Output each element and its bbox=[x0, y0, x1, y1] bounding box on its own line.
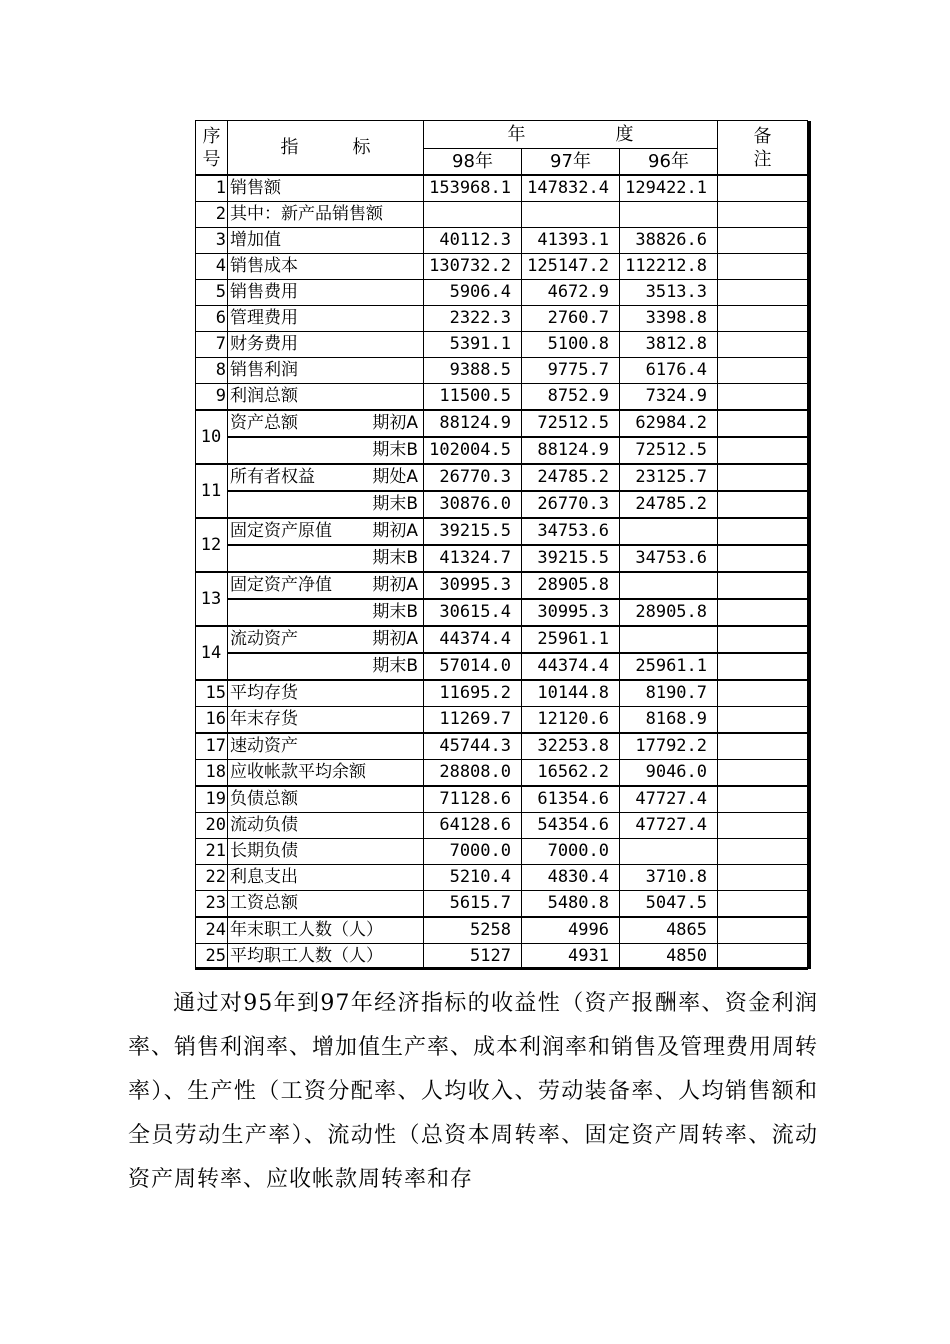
value-98: 5906.4 bbox=[424, 280, 522, 306]
period-label: 期末B bbox=[372, 656, 418, 676]
row-indicator-name: 年末职工人数（人） bbox=[228, 917, 424, 944]
row-indicator-name bbox=[228, 653, 424, 680]
row-indicator-name: 速动资产 bbox=[228, 733, 424, 760]
row-number: 15 bbox=[196, 680, 228, 707]
row-indicator-name bbox=[228, 518, 424, 545]
remark-cell bbox=[718, 865, 808, 891]
row-number: 22 bbox=[196, 865, 228, 891]
row-indicator-name: 销售费用 bbox=[228, 280, 424, 306]
row-number: 17 bbox=[196, 733, 228, 760]
remark-cell bbox=[718, 707, 808, 734]
period-label: 期处A bbox=[372, 467, 418, 487]
value-98: 30615.4 bbox=[424, 599, 522, 626]
remark-cell bbox=[718, 384, 808, 411]
value-97: 5480.8 bbox=[522, 891, 620, 918]
value-96: 3710.8 bbox=[620, 865, 718, 891]
table-row bbox=[196, 545, 808, 572]
row-number: 12 bbox=[196, 518, 228, 572]
value-97: 2760.7 bbox=[522, 306, 620, 332]
row-indicator-name: 应收帐款平均余额 bbox=[228, 760, 424, 787]
value-98: 9388.5 bbox=[424, 358, 522, 384]
header-remark: 备 注 bbox=[718, 121, 808, 176]
row-number: 23 bbox=[196, 891, 228, 918]
value-96: 8190.7 bbox=[620, 680, 718, 707]
row-indicator-name: 销售利润 bbox=[228, 358, 424, 384]
period-label: 期末B bbox=[372, 440, 418, 460]
remark-cell bbox=[718, 175, 808, 202]
header-seq: 序 号 bbox=[196, 121, 228, 176]
value-98: 11500.5 bbox=[424, 384, 522, 411]
value-96: 4850 bbox=[620, 944, 718, 970]
row-indicator-name: 利息支出 bbox=[228, 865, 424, 891]
value-97: 41393.1 bbox=[522, 228, 620, 254]
indicator-label: 固定资产净值 bbox=[230, 575, 332, 595]
value-98: 39215.5 bbox=[424, 518, 522, 545]
table-row bbox=[196, 760, 808, 787]
table-row bbox=[196, 707, 808, 734]
table-row bbox=[196, 175, 808, 202]
value-97: 4996 bbox=[522, 917, 620, 944]
remark-cell bbox=[718, 332, 808, 358]
value-97: 16562.2 bbox=[522, 760, 620, 787]
table-row bbox=[196, 813, 808, 839]
table-row bbox=[196, 464, 808, 491]
value-96: 62984.2 bbox=[620, 410, 718, 437]
table-row bbox=[196, 437, 808, 464]
indicator-label: 资产总额 bbox=[230, 413, 298, 433]
value-96: 24785.2 bbox=[620, 491, 718, 518]
period-label: 期末B bbox=[372, 548, 418, 568]
value-97: 24785.2 bbox=[522, 464, 620, 491]
value-98: 26770.3 bbox=[424, 464, 522, 491]
value-98: 28808.0 bbox=[424, 760, 522, 787]
row-number: 9 bbox=[196, 384, 228, 411]
value-98 bbox=[424, 202, 522, 228]
table-shadow-right bbox=[808, 121, 811, 969]
period-label: 期初A bbox=[372, 575, 418, 595]
row-indicator-name: 负债总额 bbox=[228, 786, 424, 813]
period-label: 期末B bbox=[372, 494, 418, 514]
value-97: 34753.6 bbox=[522, 518, 620, 545]
value-98: 45744.3 bbox=[424, 733, 522, 760]
row-number: 14 bbox=[196, 626, 228, 680]
row-number: 1 bbox=[196, 175, 228, 202]
value-97: 147832.4 bbox=[522, 175, 620, 202]
row-indicator-name: 利润总额 bbox=[228, 384, 424, 411]
body-paragraph bbox=[128, 982, 818, 1202]
value-96: 8168.9 bbox=[620, 707, 718, 734]
remark-cell bbox=[718, 680, 808, 707]
row-indicator-name: 年末存货 bbox=[228, 707, 424, 734]
remark-cell bbox=[718, 786, 808, 813]
remark-cell bbox=[718, 813, 808, 839]
table-row bbox=[196, 891, 808, 918]
remark-cell bbox=[718, 437, 808, 464]
value-98: 88124.9 bbox=[424, 410, 522, 437]
value-97: 39215.5 bbox=[522, 545, 620, 572]
value-97 bbox=[522, 202, 620, 228]
row-number: 18 bbox=[196, 760, 228, 787]
remark-cell bbox=[718, 545, 808, 572]
value-97: 5100.8 bbox=[522, 332, 620, 358]
period-label: 期末B bbox=[372, 602, 418, 622]
value-97: 7000.0 bbox=[522, 839, 620, 865]
row-indicator-name bbox=[228, 572, 424, 599]
value-97: 88124.9 bbox=[522, 437, 620, 464]
row-number: 5 bbox=[196, 280, 228, 306]
row-indicator-name bbox=[228, 491, 424, 518]
row-indicator-name bbox=[228, 545, 424, 572]
value-96: 47727.4 bbox=[620, 786, 718, 813]
table-row bbox=[196, 254, 808, 280]
value-98: 30876.0 bbox=[424, 491, 522, 518]
value-96: 112212.8 bbox=[620, 254, 718, 280]
remark-cell bbox=[718, 733, 808, 760]
row-indicator-name: 管理费用 bbox=[228, 306, 424, 332]
value-96: 72512.5 bbox=[620, 437, 718, 464]
table-row bbox=[196, 917, 808, 944]
remark-cell bbox=[718, 491, 808, 518]
value-96: 25961.1 bbox=[620, 653, 718, 680]
value-98: 11695.2 bbox=[424, 680, 522, 707]
value-98: 5615.7 bbox=[424, 891, 522, 918]
value-97: 72512.5 bbox=[522, 410, 620, 437]
value-96: 23125.7 bbox=[620, 464, 718, 491]
remark-cell bbox=[718, 760, 808, 787]
value-97: 8752.9 bbox=[522, 384, 620, 411]
row-indicator-name: 增加值 bbox=[228, 228, 424, 254]
value-97: 10144.8 bbox=[522, 680, 620, 707]
row-indicator-name bbox=[228, 599, 424, 626]
value-97: 4672.9 bbox=[522, 280, 620, 306]
row-number: 13 bbox=[196, 572, 228, 626]
remark-cell bbox=[718, 358, 808, 384]
value-98: 64128.6 bbox=[424, 813, 522, 839]
row-indicator-name: 销售成本 bbox=[228, 254, 424, 280]
row-indicator-name: 长期负债 bbox=[228, 839, 424, 865]
table-row bbox=[196, 653, 808, 680]
header-year-97: 97年 bbox=[522, 149, 620, 176]
value-97: 26770.3 bbox=[522, 491, 620, 518]
row-number: 25 bbox=[196, 944, 228, 970]
value-97: 44374.4 bbox=[522, 653, 620, 680]
value-96: 9046.0 bbox=[620, 760, 718, 787]
value-96: 38826.6 bbox=[620, 228, 718, 254]
period-label: 期初A bbox=[372, 413, 418, 433]
row-indicator-name: 销售额 bbox=[228, 175, 424, 202]
row-number: 4 bbox=[196, 254, 228, 280]
row-number: 20 bbox=[196, 813, 228, 839]
table-row bbox=[196, 491, 808, 518]
row-number: 8 bbox=[196, 358, 228, 384]
table-row bbox=[196, 518, 808, 545]
table-row bbox=[196, 839, 808, 865]
value-96 bbox=[620, 518, 718, 545]
value-98: 102004.5 bbox=[424, 437, 522, 464]
remark-cell bbox=[718, 518, 808, 545]
table-row bbox=[196, 680, 808, 707]
value-98: 5391.1 bbox=[424, 332, 522, 358]
remark-cell bbox=[718, 306, 808, 332]
row-number: 24 bbox=[196, 917, 228, 944]
table-row bbox=[196, 202, 808, 228]
value-96: 6176.4 bbox=[620, 358, 718, 384]
value-98: 2322.3 bbox=[424, 306, 522, 332]
value-96: 7324.9 bbox=[620, 384, 718, 411]
table-row bbox=[196, 733, 808, 760]
table-row bbox=[196, 572, 808, 599]
value-98: 11269.7 bbox=[424, 707, 522, 734]
period-label: 期初A bbox=[372, 521, 418, 541]
table-row bbox=[196, 280, 808, 306]
row-indicator-name bbox=[228, 410, 424, 437]
remark-cell bbox=[718, 599, 808, 626]
row-number: 6 bbox=[196, 306, 228, 332]
value-97: 9775.7 bbox=[522, 358, 620, 384]
value-98: 130732.2 bbox=[424, 254, 522, 280]
row-indicator-name: 平均职工人数（人） bbox=[228, 944, 424, 970]
value-98: 40112.3 bbox=[424, 228, 522, 254]
remark-cell bbox=[718, 464, 808, 491]
value-96: 5047.5 bbox=[620, 891, 718, 918]
table-row bbox=[196, 306, 808, 332]
row-number: 21 bbox=[196, 839, 228, 865]
remark-cell bbox=[718, 653, 808, 680]
row-indicator-name bbox=[228, 437, 424, 464]
indicator-label: 所有者权益 bbox=[230, 467, 315, 487]
value-96 bbox=[620, 202, 718, 228]
row-number: 11 bbox=[196, 464, 228, 518]
value-97: 125147.2 bbox=[522, 254, 620, 280]
row-indicator-name: 财务费用 bbox=[228, 332, 424, 358]
value-97: 61354.6 bbox=[522, 786, 620, 813]
remark-cell bbox=[718, 280, 808, 306]
value-96: 47727.4 bbox=[620, 813, 718, 839]
remark-cell bbox=[718, 254, 808, 280]
header-year-group: 年 度 bbox=[424, 121, 718, 149]
value-98: 5210.4 bbox=[424, 865, 522, 891]
row-indicator-name bbox=[228, 464, 424, 491]
table-row bbox=[196, 626, 808, 653]
value-97: 4830.4 bbox=[522, 865, 620, 891]
row-number: 3 bbox=[196, 228, 228, 254]
value-96: 28905.8 bbox=[620, 599, 718, 626]
remark-cell bbox=[718, 944, 808, 970]
header-year-96: 96年 bbox=[620, 149, 718, 176]
table-row bbox=[196, 410, 808, 437]
value-96 bbox=[620, 839, 718, 865]
remark-cell bbox=[718, 228, 808, 254]
table-row bbox=[196, 358, 808, 384]
header-year-98: 98年 bbox=[424, 149, 522, 176]
remark-cell bbox=[718, 626, 808, 653]
value-97: 12120.6 bbox=[522, 707, 620, 734]
indicator-label: 流动资产 bbox=[230, 629, 298, 649]
value-98: 71128.6 bbox=[424, 786, 522, 813]
value-97: 30995.3 bbox=[522, 599, 620, 626]
table-row bbox=[196, 599, 808, 626]
remark-cell bbox=[718, 839, 808, 865]
table-row bbox=[196, 865, 808, 891]
row-indicator-name: 工资总额 bbox=[228, 891, 424, 918]
value-97: 28905.8 bbox=[522, 572, 620, 599]
value-98: 5127 bbox=[424, 944, 522, 970]
value-96: 3513.3 bbox=[620, 280, 718, 306]
paragraph-text: 通过对95年到97年经济指标的收益性（资产报酬率、资金利润率、销售利润率、增加值生产率、成本利润率和销售及管理费用周转率）、生产性（工资分配率、人均收入、劳动装备率、人均销售额和全员劳动生产率）、流动性（总资本周转率、固定资产周转率、流动资产周转率、应收帐款周转率和存 bbox=[128, 991, 819, 1192]
row-number: 16 bbox=[196, 707, 228, 734]
table-row bbox=[196, 786, 808, 813]
value-96 bbox=[620, 626, 718, 653]
value-96: 3812.8 bbox=[620, 332, 718, 358]
row-number: 2 bbox=[196, 202, 228, 228]
indicator-label: 固定资产原值 bbox=[230, 521, 332, 541]
value-97: 25961.1 bbox=[522, 626, 620, 653]
value-98: 5258 bbox=[424, 917, 522, 944]
value-96: 17792.2 bbox=[620, 733, 718, 760]
row-indicator-name: 流动负债 bbox=[228, 813, 424, 839]
value-98: 30995.3 bbox=[424, 572, 522, 599]
table-row bbox=[196, 944, 808, 970]
value-98: 41324.7 bbox=[424, 545, 522, 572]
value-97: 54354.6 bbox=[522, 813, 620, 839]
value-96: 3398.8 bbox=[620, 306, 718, 332]
period-label: 期初A bbox=[372, 629, 418, 649]
table-row bbox=[196, 332, 808, 358]
row-number: 7 bbox=[196, 332, 228, 358]
row-number: 19 bbox=[196, 786, 228, 813]
header-indicator: 指 标 bbox=[228, 121, 424, 176]
value-97: 4931 bbox=[522, 944, 620, 970]
economic-indicator-table bbox=[195, 120, 808, 970]
row-indicator-name bbox=[228, 626, 424, 653]
remark-cell bbox=[718, 572, 808, 599]
row-indicator-name: 其中：新产品销售额 bbox=[228, 202, 424, 228]
remark-cell bbox=[718, 891, 808, 918]
value-97: 32253.8 bbox=[522, 733, 620, 760]
remark-cell bbox=[718, 917, 808, 944]
remark-cell bbox=[718, 202, 808, 228]
value-96: 129422.1 bbox=[620, 175, 718, 202]
remark-cell bbox=[718, 410, 808, 437]
row-number: 10 bbox=[196, 410, 228, 464]
value-96: 34753.6 bbox=[620, 545, 718, 572]
table-row bbox=[196, 384, 808, 411]
value-96: 4865 bbox=[620, 917, 718, 944]
value-98: 7000.0 bbox=[424, 839, 522, 865]
value-98: 153968.1 bbox=[424, 175, 522, 202]
value-96 bbox=[620, 572, 718, 599]
value-98: 57014.0 bbox=[424, 653, 522, 680]
table-row bbox=[196, 228, 808, 254]
row-indicator-name: 平均存货 bbox=[228, 680, 424, 707]
value-98: 44374.4 bbox=[424, 626, 522, 653]
